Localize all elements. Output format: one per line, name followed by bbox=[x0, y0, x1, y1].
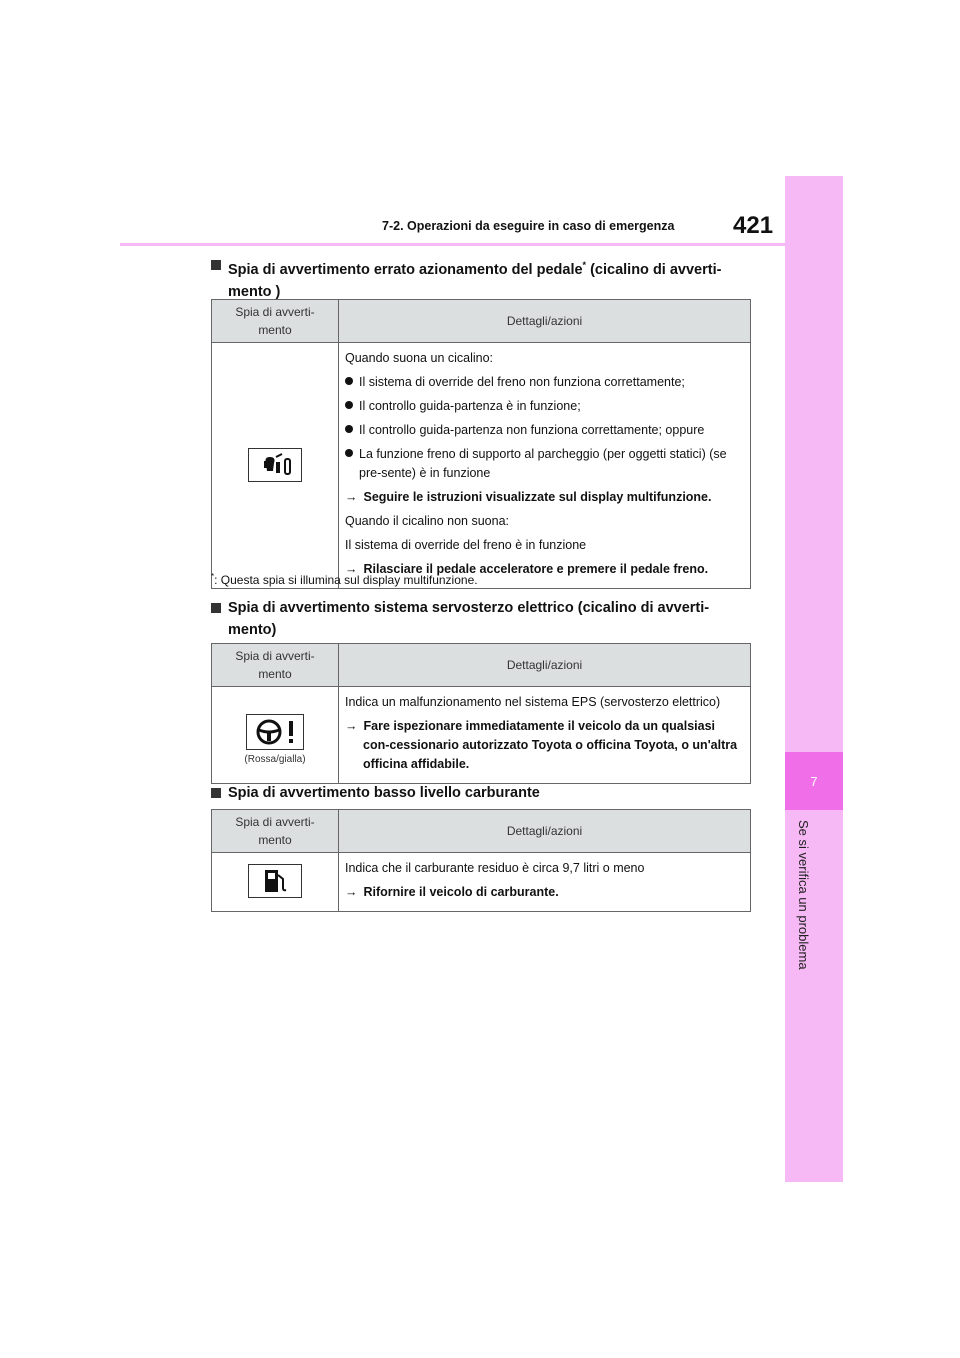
warning-table-pedal bbox=[211, 299, 751, 589]
chapter-label-vertical bbox=[796, 820, 826, 980]
section-header-title: 7-2. Operazioni da eseguire in caso di emergenza bbox=[382, 219, 675, 233]
list-item: La funzione freno di supporto al parcheggio (per oggetti statici) (se pre-sente) è in funzione bbox=[345, 445, 744, 483]
list-item: Il sistema di override del freno non funziona correttamente; bbox=[345, 373, 744, 392]
bullet-dot-icon bbox=[345, 449, 353, 457]
text-line: Indica un malfunzionamento nel sistema EPS (servosterzo elettrico) bbox=[345, 695, 721, 709]
table-header-row bbox=[212, 810, 751, 853]
square-bullet-icon bbox=[211, 603, 221, 613]
warning-table-eps bbox=[211, 643, 751, 784]
table-header-row bbox=[212, 644, 751, 687]
table-row bbox=[212, 687, 751, 784]
section-title-eps: Spia di avvertimento sistema servosterzo elettrico (cicalino di avverti-mento) bbox=[211, 597, 748, 641]
list-item: Il controllo guida-partenza non funziona correttamente; oppure bbox=[345, 421, 744, 440]
footnote: *: Questa spia si illumina sul display multifunzione. bbox=[211, 572, 478, 587]
action-line: → Rifornire il veicolo di carburante. bbox=[345, 885, 559, 899]
text-line: Quando suona un cicalino: bbox=[345, 351, 494, 365]
icon-cell bbox=[212, 343, 339, 589]
chapter-label: Se si verifica un problema bbox=[796, 820, 811, 970]
page-number: 421 bbox=[733, 212, 774, 239]
steering-warning-icon bbox=[246, 714, 304, 750]
icon-caption: (Rossa/gialla) bbox=[244, 753, 306, 765]
header-rule bbox=[120, 243, 785, 246]
chapter-side-tab bbox=[785, 176, 843, 1182]
action-line: → Fare ispezionare immediatamente il veicolo da un qualsiasi con-cessionario autorizzato Toyota o officina Toyota, o un'altra officina affidabile. bbox=[345, 719, 738, 771]
header-cell-details: Dettagli/azioni bbox=[339, 644, 751, 687]
square-bullet-icon bbox=[211, 260, 221, 270]
header-cell-light: Spia di avverti-mento bbox=[212, 644, 339, 687]
fuel-pump-icon bbox=[248, 864, 302, 898]
arrow-icon: → bbox=[345, 562, 358, 576]
chapter-number: 7 bbox=[785, 752, 843, 810]
action-line: → Seguire le istruzioni visualizzate sul display multifunzione. bbox=[345, 490, 712, 504]
details-cell bbox=[339, 687, 751, 784]
section-title-pedal: Spia di avvertimento errato azionamento del pedale* (cicalino di avverti-mento ) bbox=[211, 254, 748, 303]
square-bullet-icon bbox=[211, 788, 221, 798]
pedal-misoperation-warning-icon bbox=[248, 448, 302, 482]
arrow-icon: → bbox=[345, 490, 358, 504]
bullet-dot-icon bbox=[345, 425, 353, 433]
text-line: Quando il cicalino non suona: bbox=[345, 514, 510, 528]
header-cell-light: Spia di avverti-mento bbox=[212, 810, 339, 853]
bullet-dot-icon bbox=[345, 401, 353, 409]
action-line: → Rilasciare il pedale acceleratore e premere il pedale freno. bbox=[345, 562, 709, 576]
bullet-dot-icon bbox=[345, 377, 353, 385]
warning-table-fuel bbox=[211, 809, 751, 912]
header-cell-details: Dettagli/azioni bbox=[339, 810, 751, 853]
table-header-row bbox=[212, 300, 751, 343]
header-cell-details: Dettagli/azioni bbox=[339, 300, 751, 343]
details-cell bbox=[339, 853, 751, 912]
arrow-icon: → bbox=[345, 719, 358, 733]
icon-cell bbox=[212, 687, 339, 784]
list-item: Il controllo guida-partenza è in funzione; bbox=[345, 397, 744, 416]
section-title-fuel: Spia di avvertimento basso livello carburante bbox=[211, 782, 748, 804]
text-line: Il sistema di override del freno è in funzione bbox=[345, 538, 587, 552]
table-row bbox=[212, 343, 751, 589]
text-line: Indica che il carburante residuo è circa 9,7 litri o meno bbox=[345, 861, 645, 875]
header-cell-light: Spia di avverti-mento bbox=[212, 300, 339, 343]
details-cell bbox=[339, 343, 751, 589]
arrow-icon: → bbox=[345, 885, 358, 899]
table-row bbox=[212, 853, 751, 912]
icon-cell bbox=[212, 853, 339, 912]
